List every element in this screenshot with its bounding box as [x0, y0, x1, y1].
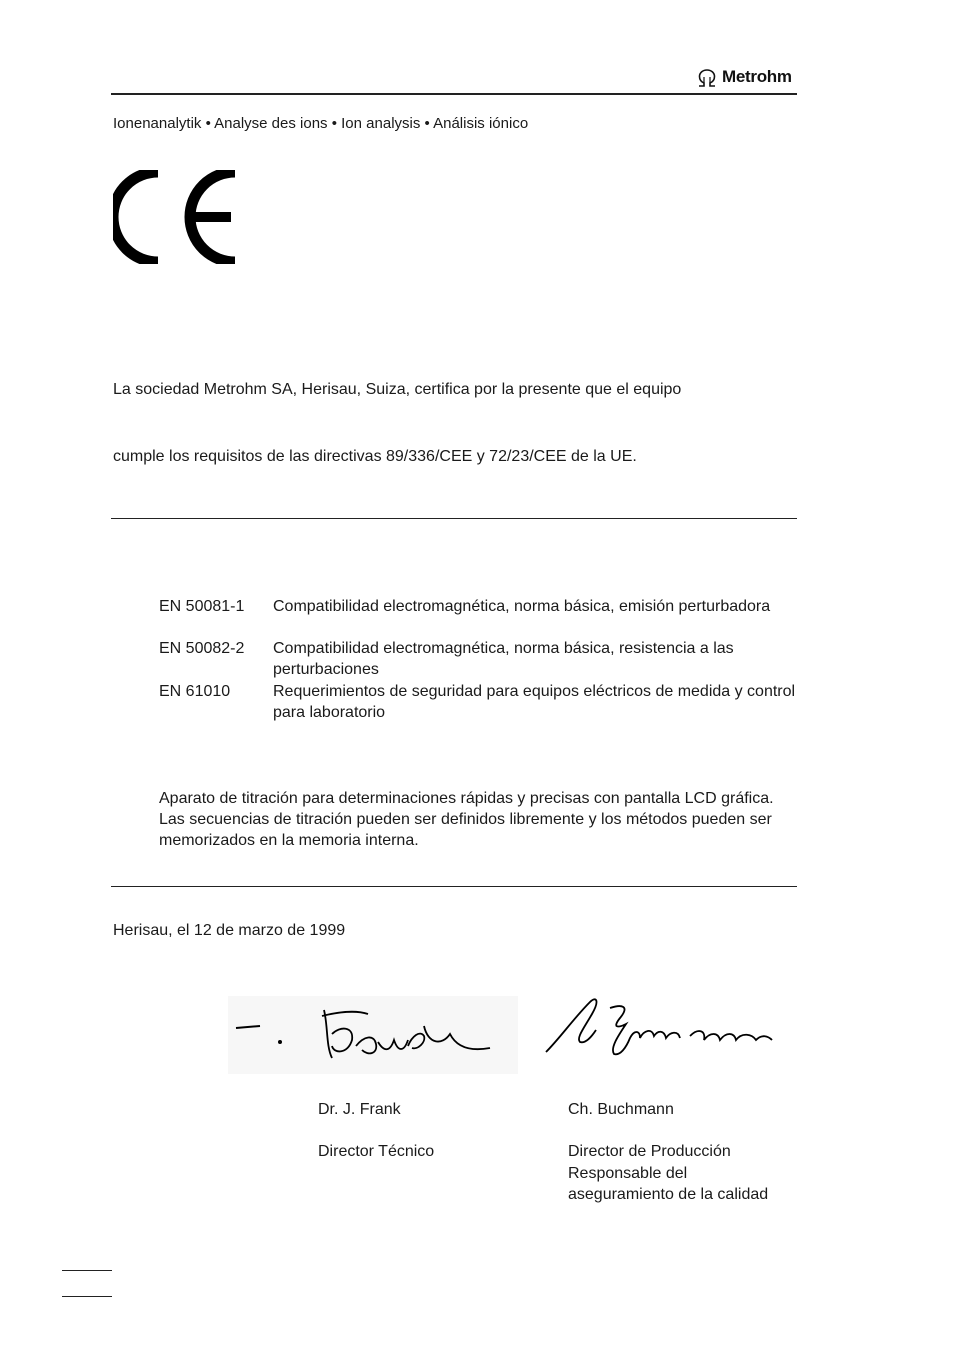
signature-buchmann-image	[540, 994, 780, 1064]
certification-statement: La sociedad Metrohm SA, Herisau, Suiza, certifica por la presente que el equipo	[113, 381, 682, 398]
device-description: Aparato de titración para determinaciones rápidas y precisas con pantalla LCD gráfica. Las secuencias de titración pueden ser definidos libremente y los métodos pueden ser memorizados en la memoria interna.	[159, 790, 774, 849]
header-rule	[111, 93, 797, 95]
standard-code: EN 50082-2	[159, 640, 245, 657]
signatory-name: Ch. Buchmann	[568, 1101, 674, 1118]
page-subtitle: Ionenanalytik • Analyse des ions • Ion analysis • Análisis iónico	[113, 115, 529, 132]
header-logo	[696, 66, 796, 90]
signature-frank	[228, 996, 518, 1074]
signatory-title: Responsable del	[568, 1165, 688, 1182]
standard-code: EN 50081-1	[159, 598, 245, 615]
footer-rule-2	[62, 1296, 112, 1297]
signature-frank-image	[228, 996, 518, 1074]
section-divider-2	[111, 886, 797, 887]
ce-mark-icon	[113, 170, 239, 264]
standard-row	[159, 638, 799, 680]
ce-mark	[113, 170, 239, 264]
standard-description: Compatibilidad electromagnética, norma básica, emisión perturbadora	[273, 598, 771, 615]
standard-row	[159, 681, 799, 723]
signatory-title: Director Técnico	[318, 1143, 435, 1160]
standard-code: EN 61010	[159, 683, 231, 700]
signatory-name: Dr. J. Frank	[318, 1101, 401, 1118]
standard-description: Compatibilidad electromagnética, norma básica, resistencia a las perturbaciones	[273, 640, 734, 678]
place-date: Herisau, el 12 de marzo de 1999	[113, 922, 346, 939]
signatory-title: Director de Producción	[568, 1143, 731, 1160]
compliance-statement: cumple los requisitos de las directivas 89/336/CEE y 72/23/CEE de la UE.	[113, 448, 637, 465]
section-divider-1	[111, 518, 797, 519]
signatory-title: aseguramiento de la calidad	[568, 1186, 769, 1203]
footer-rule-1	[62, 1270, 112, 1271]
standard-row	[159, 596, 799, 638]
signature-buchmann	[540, 994, 780, 1064]
metrohm-omega-logo-icon	[696, 68, 718, 88]
brand-name: Metrohm	[722, 67, 792, 86]
standard-description: Requerimientos de seguridad para equipos eléctricos de medida y control para laboratorio	[273, 683, 796, 721]
